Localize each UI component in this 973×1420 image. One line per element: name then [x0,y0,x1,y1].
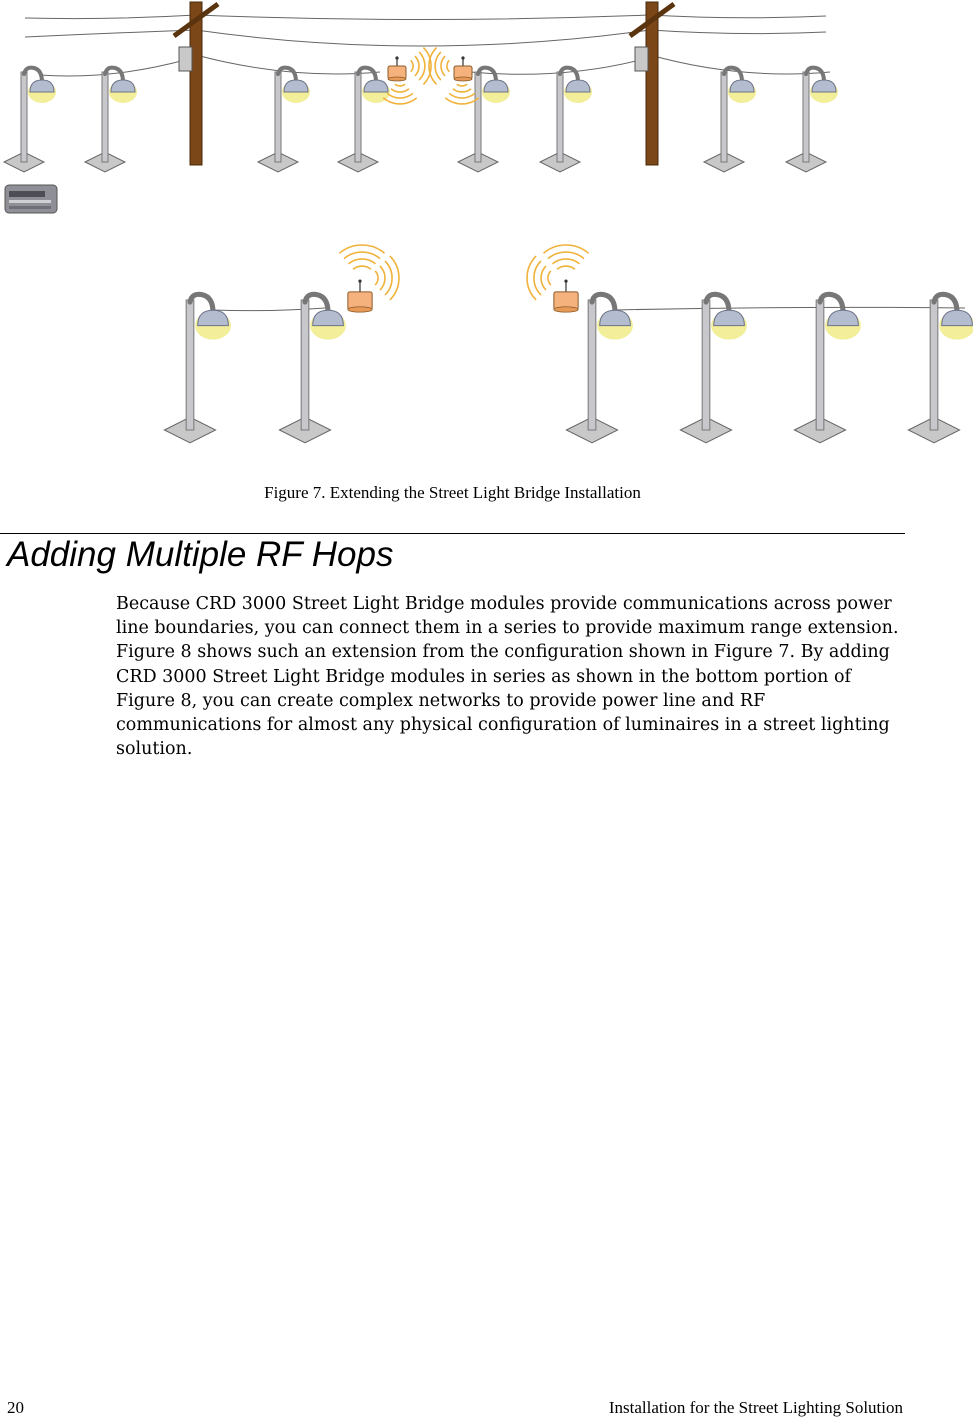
lamp-head [30,80,54,92]
rf-wave-icon [415,56,419,76]
feed-wire [196,55,380,74]
rf-wave-icon [548,271,551,285]
rf-wave-icon [548,252,584,259]
street-lights [4,68,973,443]
lamp-head [942,310,973,325]
rf-wave-icon [375,271,378,285]
street-light [908,294,973,442]
rf-wave-icon [380,266,385,290]
rf-wave-icon [557,266,575,269]
pole [930,300,938,430]
lamp-head [714,310,745,325]
street-light [338,68,390,172]
street-light [794,294,861,442]
segment-controller-icon [5,185,57,213]
lamp-head [313,310,344,325]
rf-wave-icon [553,259,580,264]
street-light [786,68,838,172]
rf-wave-icon [353,266,371,269]
lamp-head [111,80,135,92]
street-light-figure [0,0,973,470]
rf-wave-icon [411,60,413,71]
pole [803,72,809,162]
street-light [279,294,346,442]
bridge-module-top-left [383,48,431,104]
rf-wave-icon [435,52,441,80]
segment-controller-device [5,185,57,213]
section-heading: Adding Multiple RF Hops [7,535,394,574]
pole [275,72,281,162]
lamp-head [828,310,859,325]
lamp-head [730,80,754,92]
lamp-head [600,310,631,325]
rf-wave-icon [385,261,392,295]
rf-wave-icon [391,89,409,92]
street-light [540,68,592,172]
footer-title: Installation for the Street Lighting Solution [608,1398,903,1417]
rf-wave-icon [534,261,541,295]
rf-wave-icon [449,93,475,98]
lamp-head [812,80,836,92]
rf-wave-icon [457,84,467,86]
rf-wave-icon [395,84,405,86]
pole [816,300,824,430]
street-light [704,68,756,172]
pole [21,72,27,162]
lamp-head [364,80,388,92]
page-number: 20 [7,1398,24,1417]
street-light [4,68,56,172]
rf-wave-icon [387,93,413,98]
pole [588,300,596,430]
rf-wave-icon [344,252,380,259]
lamp-head [198,310,229,325]
street-light [85,68,137,172]
utility-pole [630,2,674,165]
pole [301,300,309,430]
street-light [680,294,747,442]
section-divider [0,533,905,534]
transformer-icon [179,47,192,71]
street-light [258,68,310,172]
rf-wave-icon [349,259,376,264]
pole [721,72,727,162]
feed-wire [615,307,965,310]
pole [475,72,481,162]
pole [557,72,563,162]
pole [702,300,710,430]
street-light [164,294,231,442]
street-light [458,68,510,172]
rf-wave-icon [541,266,546,290]
bridge-module-top-right [429,48,479,104]
street-light [566,294,633,442]
power-line [25,15,826,20]
figure-caption: Figure 7. Extending the Street Light Bridge Installation [264,483,641,502]
rf-wave-icon [453,89,471,92]
utility-pole [174,2,218,165]
bridge-module-bottom-right [527,245,588,312]
rf-wave-icon [447,60,449,71]
pole [186,300,194,430]
rf-wave-icon [419,52,425,80]
lamp-head [284,80,308,92]
body-paragraph: Because CRD 3000 Street Light Bridge modules provide communications across power line boundaries, you can connect them in a series to provide maximum range extension. Figure 8 shows such an extension from the configuration shown in Figure 7. By adding CRD 3000 Street Light Bridge modules in series as shown in the bottom portion of Figure 8, you can create complex networks to provide power line and RF communications for almost any physical configuration of luminaires in a street lighting solution. [116,594,899,760]
transformer-icon [635,47,648,71]
power-line [25,30,826,46]
pole [355,72,361,162]
pole [102,72,108,162]
bridge-module-bottom-left [340,245,399,312]
lamp-head [484,80,508,92]
rf-wave-icon [441,56,445,76]
lamp-head [566,80,590,92]
